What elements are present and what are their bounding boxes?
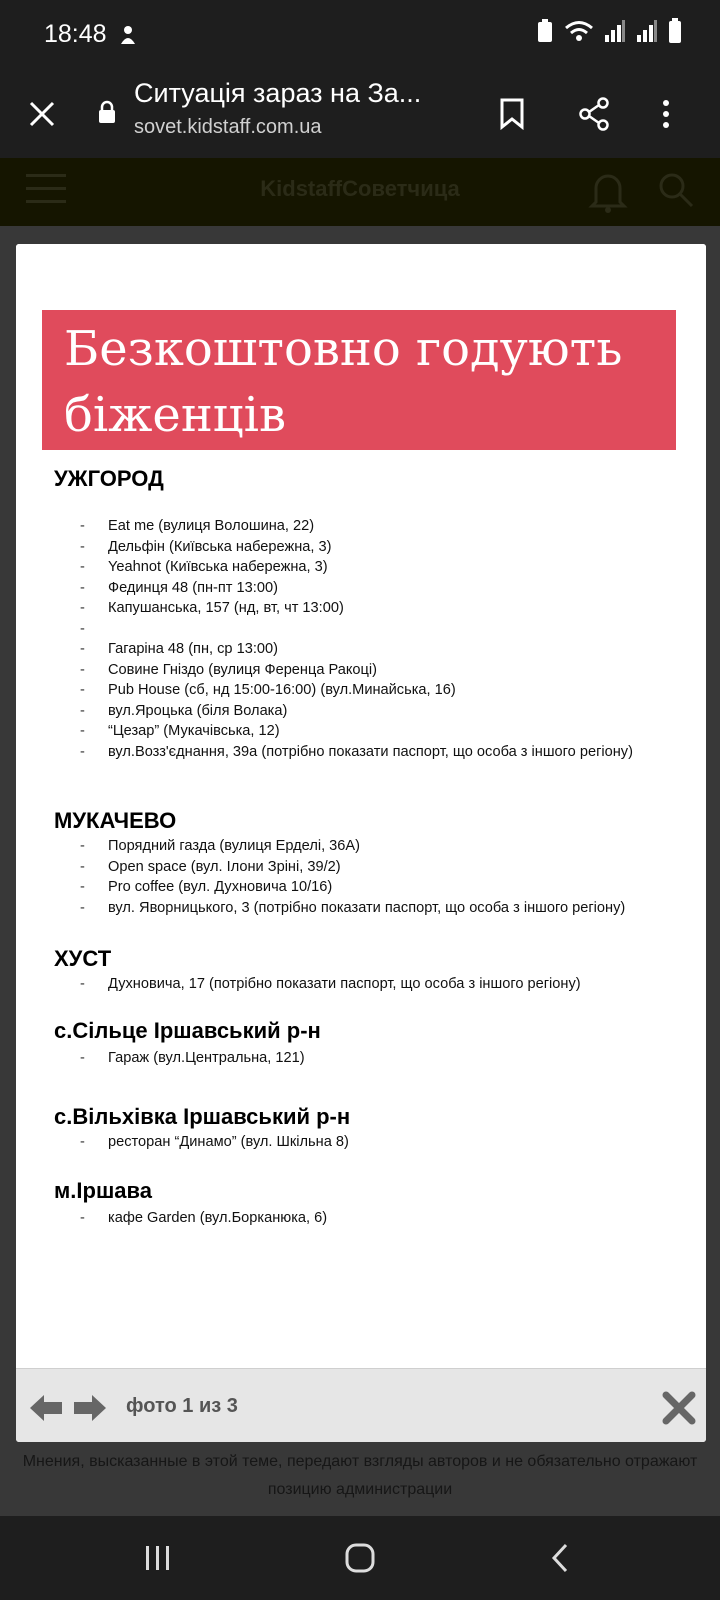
section-title: МУКАЧЕВО — [54, 808, 177, 833]
back-icon — [550, 1543, 570, 1573]
list-item: - Pro coffee (вул. Духновича 10/16) — [80, 879, 333, 895]
banner-line-1: Безкоштовно годують — [64, 321, 623, 377]
site-disclaimer: Мнения, высказанные в этой теме, передают взгляды авторов и не обязательно отражают позицию администрации — [22, 1453, 698, 1498]
list-item: - кафе Garden (вул.Борканюка, 6) — [80, 1210, 328, 1226]
page-title: Ситуація зараз на За... — [134, 78, 422, 108]
list-item: - Капушанська, 157 (нд, вт, чт 13:00) — [80, 600, 344, 616]
section-list — [80, 516, 633, 762]
signal-icon — [604, 19, 626, 43]
section-list — [80, 1132, 349, 1153]
list-item: - Духновича, 17 (потрібно показати паспорт, що особа з іншого регіону) — [80, 976, 581, 992]
lock-icon — [97, 100, 117, 124]
home-button[interactable] — [336, 1538, 384, 1578]
list-item: - Гараж (вул.Центральна, 121) — [80, 1050, 305, 1066]
recent-apps-icon — [143, 1544, 173, 1572]
recent-apps-button[interactable] — [134, 1538, 182, 1578]
section-title: м.Іршава — [54, 1178, 152, 1203]
browser-toolbar — [0, 72, 720, 159]
home-icon — [344, 1542, 376, 1574]
list-item: - вул.Яроцька (біля Волака) — [80, 702, 288, 719]
more-vert-icon — [661, 99, 671, 129]
system-nav-bar — [0, 1516, 720, 1600]
list-item: - Совине Гніздо (вулиця Ференца Ракоці) — [80, 661, 378, 678]
status-bar — [0, 0, 720, 72]
list-item: - вул. Яворницького, 3 (потрібно показати паспорт, що особа з іншого регіону) — [80, 899, 626, 916]
list-item: - Порядний газда (вулиця Ерделі, 36А) — [80, 838, 361, 854]
share-button[interactable] — [572, 92, 616, 136]
list-item: - Eat me (вулиця Волошина, 22) — [80, 518, 315, 534]
bookmark-button[interactable] — [490, 92, 534, 136]
prev-arrow-icon[interactable] — [28, 1393, 64, 1423]
banner-title — [64, 316, 622, 448]
section-list — [80, 974, 581, 995]
section-title: УЖГОРОД — [54, 466, 164, 491]
wifi-icon — [564, 19, 594, 43]
back-button[interactable] — [536, 1538, 584, 1578]
list-item: - — [80, 620, 85, 637]
photo-banner — [42, 310, 676, 450]
share-icon — [576, 96, 612, 132]
notification-icon — [118, 24, 138, 51]
list-item: - Гагаріна 48 (пн, ср 13:00) — [80, 641, 278, 657]
list-item: - Yeahnot (Київська набережна, 3) — [80, 559, 328, 575]
more-menu-button[interactable] — [644, 92, 688, 136]
list-item: - Дельфін (Київська набережна, 3) — [80, 538, 332, 555]
section-list — [80, 836, 625, 918]
section-title: с.Вільхівка Іршавський р-н — [54, 1104, 351, 1129]
lightbox-photo[interactable] — [16, 244, 706, 1368]
signal-2-icon — [636, 19, 658, 43]
list-item: - Open space (вул. Ілони Зріні, 39/2) — [80, 858, 341, 875]
search-icon[interactable] — [658, 172, 694, 208]
battery-saver-icon — [536, 19, 554, 43]
close-icon — [29, 101, 55, 127]
list-item: - Фединця 48 (пн-пт 13:00) — [80, 579, 278, 596]
next-arrow-icon[interactable] — [72, 1393, 108, 1423]
section-title: ХУСТ — [54, 946, 112, 971]
list-item: - Pub House (сб, нд 15:00-16:00) (вул.Минайська, 16) — [80, 682, 456, 698]
lightbox-controls — [16, 1368, 706, 1442]
banner-line-2: біженців — [64, 387, 287, 443]
close-tab-button[interactable] — [20, 92, 64, 136]
list-item: - вул.Возз'єднання, 39а (потрібно показати паспорт, що особа з іншого регіону) — [80, 743, 633, 760]
site-logo[interactable]: KidstaffСоветчица — [260, 176, 460, 201]
bookmark-icon — [499, 98, 525, 130]
status-time: 18:48 — [44, 20, 107, 48]
bell-icon[interactable] — [588, 170, 628, 214]
list-item: - “Цезар” (Мукачівська, 12) — [80, 723, 280, 739]
battery-icon — [668, 18, 682, 44]
status-icons — [536, 18, 682, 44]
section-title: с.Сільце Іршавський р-н — [54, 1018, 321, 1043]
list-item: - ресторан “Динамо” (вул. Шкільна 8) — [80, 1134, 349, 1150]
section-list — [80, 1208, 327, 1229]
url-text[interactable]: sovet.kidstaff.com.ua — [134, 116, 322, 138]
close-lightbox-icon[interactable] — [662, 1391, 696, 1425]
photo-counter: фото 1 из 3 — [126, 1395, 238, 1417]
section-list — [80, 1048, 305, 1069]
photo-lightbox — [16, 244, 706, 1442]
